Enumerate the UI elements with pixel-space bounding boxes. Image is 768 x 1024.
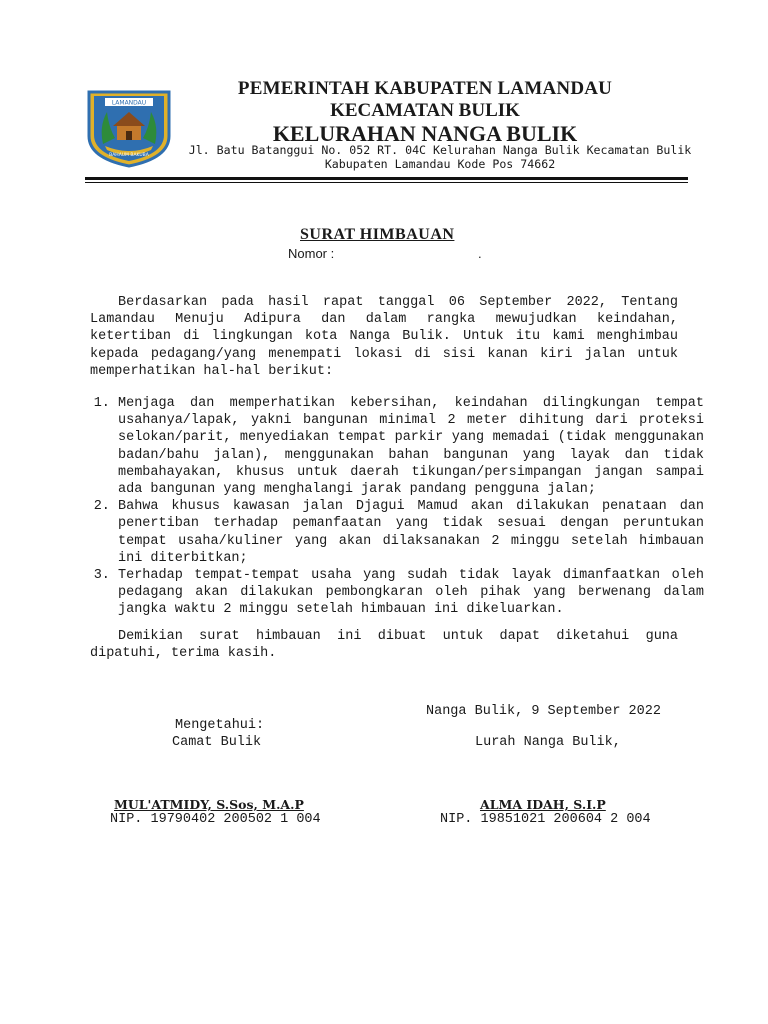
letterhead-rule-thick xyxy=(85,177,688,180)
right-signatory-nip: NIP. 19851021 200604 2 004 xyxy=(440,812,651,827)
document-number-end: . xyxy=(478,246,482,261)
left-signatory-nip: NIP. 19790402 200502 1 004 xyxy=(110,812,321,827)
directive-item-3: 3. Terhadap tempat-tempat usaha yang sudah tidak layak dimanfaatkan oleh pedagang akan dilakukan pembongkaran oleh pihak yang berwenang dalam jangka waktu 2 minggu setelah himbauan ini dikeluarkan. xyxy=(118,567,704,619)
directive-item-2: 2. Bahwa khusus kawasan jalan Djagui Mamud akan dilakukan penataan dan penertiban terhadap pemanfaatan yang tidak sesuai dengan peruntukan tempat usaha/kuliner yang akan dilaksanakan 2 minggu setelah himbauan ini diterbitkan; xyxy=(118,498,704,567)
letterhead-district: KECAMATAN BULIK xyxy=(330,100,520,121)
left-signatory-title: Camat Bulik xyxy=(172,735,262,750)
intro-paragraph: Berdasarkan pada hasil rapat tanggal 06 September 2022, Tentang Lamandau Menuju Adipura dan dalam rangka mewujudkan keindahan, ketertiban di lingkungan kota Nanga Bulik. Untuk itu kami menghimbau kepada pedagang/yang menempati lokasi di sisi kanan kiri jalan untuk memperhatikan hal-hal berikut: xyxy=(90,295,678,379)
closing-paragraph: Demikian surat himbauan ini dibuat untuk dapat diketahui guna dipatuhi, terima kasih. xyxy=(90,629,678,662)
logo-motto-text: BAHAUM BAKUBA xyxy=(109,153,149,158)
directive-item-1: 1. Menjaga dan memperhatikan kebersihan, keindahan dilingkungan tempat usahanya/lapak, yakni bangunan minimal 2 meter dihitung dari proteksi selokan/parit, menyediakan tempat parkir yang memadai (tidak menggunakan badan/bahu jalan), menggunakan bahan bangunan yang layak dan tidak membahayakan, khusus untuk daerah tikungan/persimpangan jangan sampai ada bangunan yang menghalangi jarak pandang pengguna jalan; xyxy=(118,395,704,498)
letterhead-government: PEMERINTAH KABUPATEN LAMANDAU xyxy=(237,78,613,99)
right-signatory-title: Lurah Nanga Bulik, xyxy=(475,735,621,750)
letterhead-village: KELURAHAN NANGA BULIK xyxy=(272,121,578,146)
right-signatory-name: ALMA IDAH, S.I.P xyxy=(480,797,606,812)
directive-list xyxy=(92,395,704,619)
letterhead-address-line2: Kabupaten Lamandau Kode Pos 74662 xyxy=(324,157,556,171)
document-title: SURAT HIMBAUAN xyxy=(300,226,455,243)
document-number-label: Nomor : xyxy=(288,246,335,261)
place-date: Nanga Bulik, 9 September 2022 xyxy=(426,704,661,719)
left-signatory-name: MUL'ATMIDY, S.Sos, M.A.P xyxy=(114,797,304,812)
acknowledged-label: Mengetahui: xyxy=(175,718,265,733)
lamandau-emblem-logo xyxy=(85,86,173,168)
letterhead-address-line1: Jl. Batu Batanggui No. 052 RT. 04C Kelurahan Nanga Bulik Kecamatan Bulik xyxy=(188,143,692,157)
letterhead-rule-thin xyxy=(85,182,688,183)
logo-banner-text: LAMANDAU xyxy=(111,99,147,107)
